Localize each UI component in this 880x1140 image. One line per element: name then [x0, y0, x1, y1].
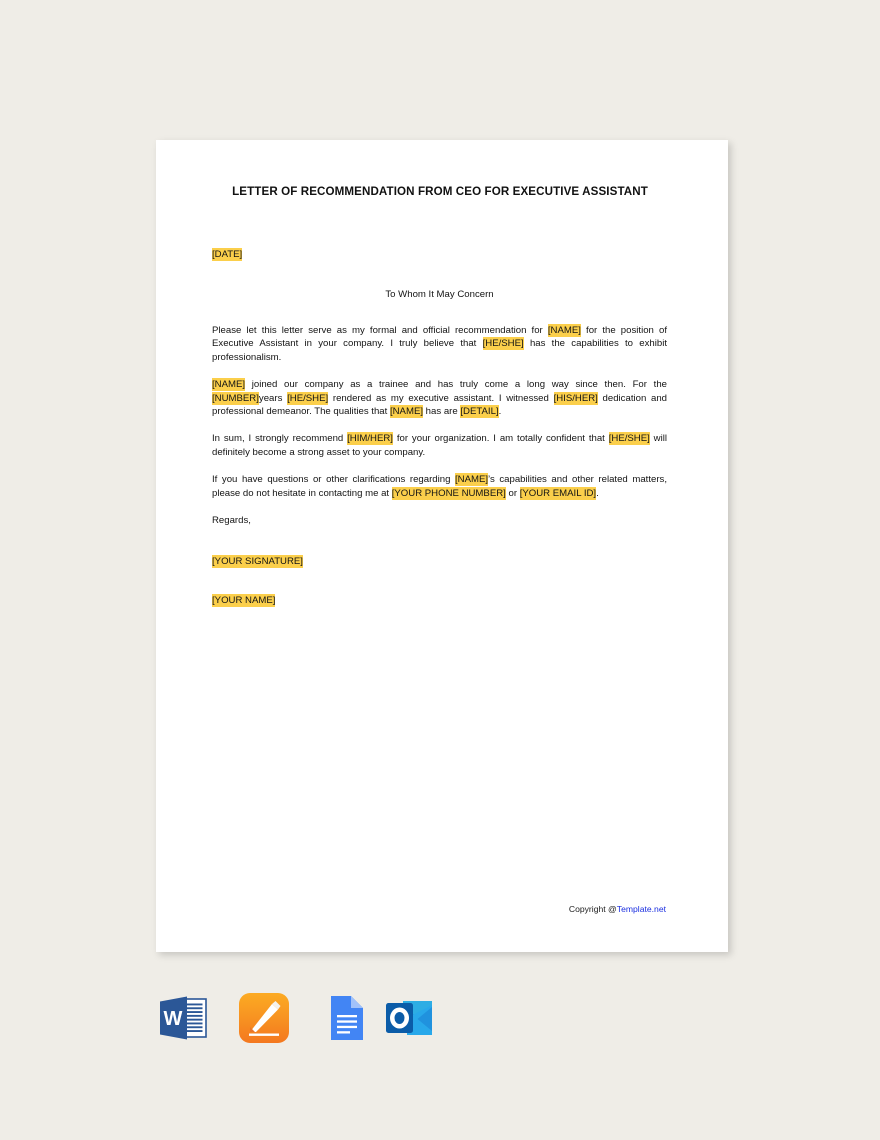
paragraph-3 [212, 432, 667, 459]
google-docs-icon[interactable] [319, 992, 371, 1044]
p4-field-phone[interactable]: [YOUR PHONE NUMBER] [391, 487, 506, 499]
p1-text-2: for the position of Executive Assistant in your company. I truly believe that [212, 324, 667, 350]
p4-field-email[interactable]: [YOUR EMAIL ID] [519, 487, 597, 499]
p4-text-2: ’s capabilities and other related matters, please do not hesitate in contacting me at [212, 473, 667, 499]
p2-text-2: years [258, 392, 288, 404]
p1-field-pronoun[interactable]: [HE/SHE] [482, 338, 524, 350]
p2-field-pronoun-2[interactable]: [HIS/HER] [553, 392, 598, 404]
available-formats-bar [157, 992, 457, 1048]
page-title: LETTER OF RECOMMENDATION FROM CEO FOR EXECUTIVE ASSISTANT [232, 185, 648, 198]
p4-text-3: or [505, 487, 520, 499]
p2-field-detail[interactable]: [DETAIL] [460, 406, 499, 418]
paragraph-4 [212, 473, 667, 500]
document-content [212, 140, 667, 608]
sender-name-line [212, 594, 667, 608]
p2-field-pronoun-1[interactable]: [HE/SHE] [287, 392, 329, 404]
p2-text-3: rendered as my executive assistant. I witnessed [328, 392, 554, 404]
document-page [156, 140, 728, 952]
p2-text-4: dedication and professional demeanor. The qualities that [212, 392, 668, 418]
p2-field-name-2[interactable]: [NAME] [389, 406, 424, 418]
p3-field-pronoun-2[interactable]: [HE/SHE] [608, 433, 650, 445]
copyright-notice [569, 904, 666, 914]
paragraph-1 [212, 324, 667, 365]
p2-field-number[interactable]: [NUMBER] [212, 392, 259, 404]
closing-line: Regards, [212, 515, 251, 527]
p4-text-4: . [596, 487, 599, 499]
p2-text-5: has are [423, 406, 461, 418]
p2-text-6: . [498, 406, 502, 418]
template-net-link[interactable]: Template.net [616, 904, 666, 914]
date-placeholder-field[interactable]: [DATE] [212, 248, 243, 260]
title-date-spacer [212, 202, 667, 248]
p1-text-3: has the capabilities to exhibit professionalism. [212, 338, 668, 363]
p3-text-3: will definitely become a strong asset to your company. [212, 433, 667, 458]
name-placeholder-field[interactable]: [YOUR NAME] [212, 595, 276, 607]
pages-icon[interactable] [238, 992, 290, 1044]
p2-text-1: joined our company as a trainee and has truly come a long way since then. For the [245, 378, 667, 390]
p3-text-1: In sum, I strongly recommend [212, 433, 348, 445]
p3-text-2: for your organization. I am totally confident that [392, 433, 609, 445]
p2-field-name-1[interactable]: [NAME] [212, 378, 246, 390]
copyright-prefix: Copyright @ [568, 904, 617, 914]
paragraph-2 [212, 378, 667, 419]
outlook-icon[interactable] [383, 992, 435, 1044]
signature-placeholder-field[interactable]: [YOUR SIGNATURE] [212, 555, 303, 567]
word-icon[interactable] [157, 992, 209, 1044]
signature-line [212, 555, 667, 569]
date-line [212, 248, 667, 262]
p1-field-name[interactable]: [NAME] [547, 324, 581, 336]
p3-field-pronoun-1[interactable]: [HIM/HER] [347, 433, 393, 445]
p1-text-1: Please let this letter serve as my formal and official recommendation for [212, 324, 548, 336]
p4-text-1: If you have questions or other clarifications regarding [212, 473, 455, 485]
svg-text:W: W [163, 1008, 183, 1030]
salutation-line: To Whom It May Concern [385, 289, 494, 301]
p4-field-name[interactable]: [NAME] [454, 473, 489, 485]
